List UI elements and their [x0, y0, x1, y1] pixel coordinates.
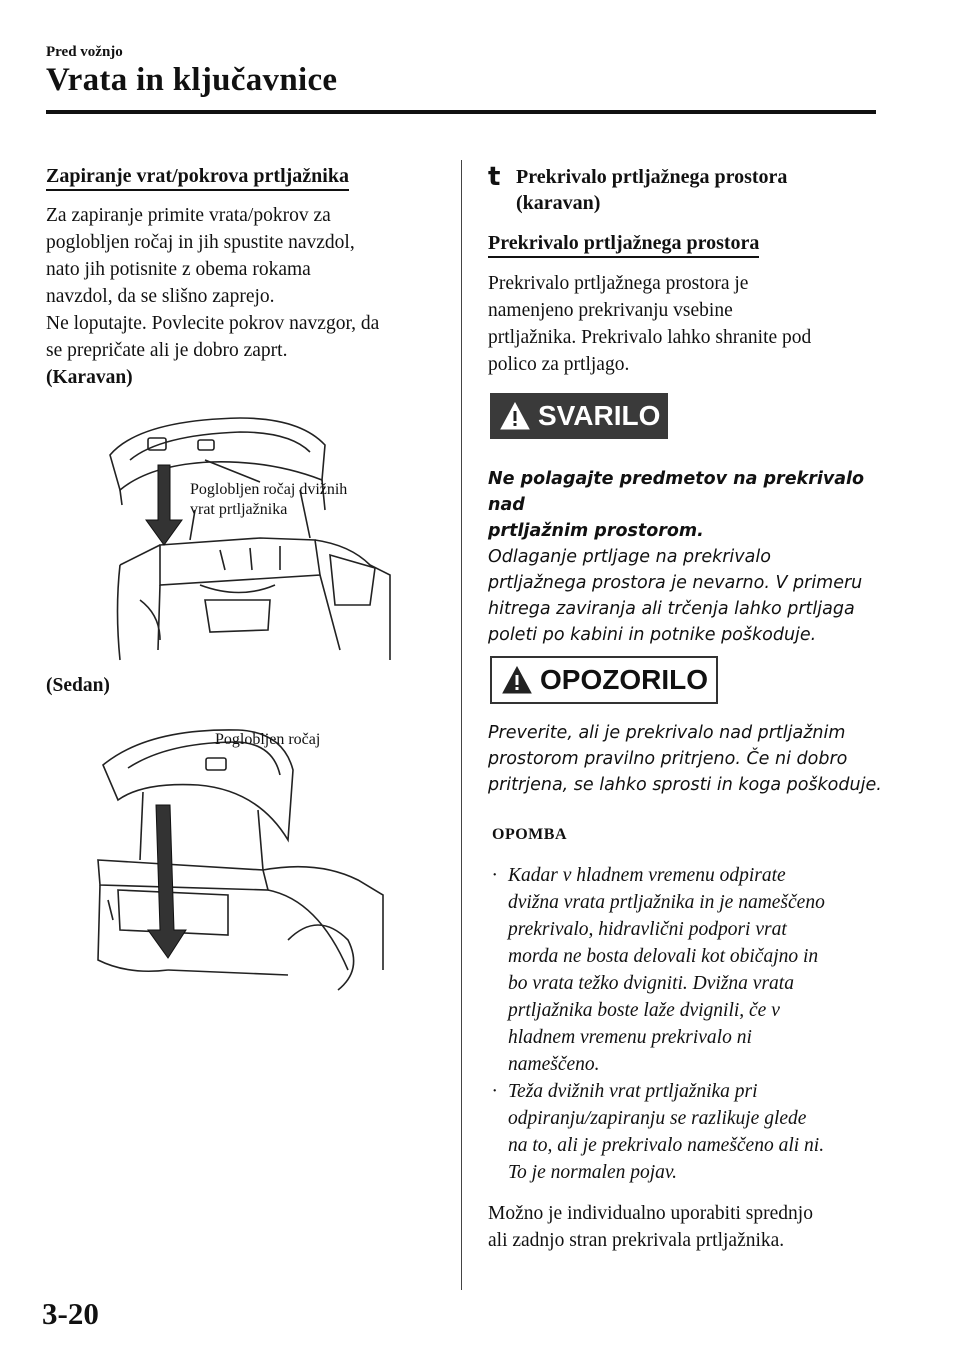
sedan-callout: Poglobljen ročaj	[215, 731, 321, 748]
warning-line: hitrega zaviranja ali trčenja lahko prtljaga	[488, 599, 855, 619]
note-line: na to, ali je prekrivalo nameščeno ali ni.	[508, 1135, 825, 1156]
note-item	[492, 1078, 892, 1186]
caution-line: Preverite, ali je prekrivalo nad prtljažnim	[488, 723, 846, 743]
note-line: To je normalen pojav.	[508, 1162, 677, 1183]
warning-triangle-icon	[500, 402, 530, 430]
warning-badge	[490, 393, 668, 439]
closing-line: nato jih potisnite z obema rokama	[46, 259, 311, 280]
cover-paragraph	[488, 270, 888, 378]
cover-line: Prekrivalo prtljažnega prostora je	[488, 273, 749, 294]
section-label: Pred vožnjo	[46, 44, 123, 60]
closing-line: Ne loputajte. Povlecite pokrov navzgor, da	[46, 313, 380, 334]
closing-line: Za zapiranje primite vrata/pokrov za	[46, 205, 331, 226]
warning-label: SVARILO	[538, 400, 661, 431]
caution-label: OPOZORILO	[540, 664, 708, 695]
closing-paragraph-right	[488, 1200, 888, 1254]
caution-text	[488, 720, 888, 798]
column-divider	[461, 160, 462, 1290]
closing-line: navzdol, da se slišno zaprejo.	[46, 286, 275, 307]
caution-badge	[490, 656, 718, 704]
note-line: dvižna vrata prtljažnika in je nameščeno	[508, 892, 825, 913]
cover-line: namenjeno prekrivanju vsebine	[488, 300, 733, 321]
closing-line: se prepričate ali je dobro zaprt.	[46, 340, 288, 361]
karavan-illustration	[100, 400, 400, 665]
karavan-drawing	[100, 400, 400, 665]
note-line: nameščeno.	[508, 1054, 600, 1075]
note-item	[492, 862, 892, 1078]
note-line: Teža dvižnih vrat prtljažnika pri	[508, 1081, 758, 1102]
sedan-illustration	[88, 720, 388, 1010]
note-line: hladnem vremenu prekrivalo ni	[508, 1027, 752, 1048]
note-line: morda ne bosta delovali kot običajno in	[508, 946, 819, 967]
sedan-drawing	[88, 720, 388, 1010]
closing-right-line: ali zadnjo stran prekrivala prtljažnika.	[488, 1230, 785, 1251]
title-rule	[46, 110, 876, 114]
closing-right-line: Možno je individualno uporabiti sprednjo	[488, 1203, 813, 1224]
caution-triangle-icon	[502, 666, 532, 694]
karavan-callout-line: Poglobljen ročaj dvižnih	[190, 481, 348, 498]
cover-heading-line: Prekrivalo prtljažnega prostora	[516, 166, 788, 188]
note-line: prtljažnika boste laže dvignili, če v	[508, 1000, 780, 1021]
page-number: 3-20	[42, 1296, 99, 1331]
karavan-callout	[190, 480, 347, 520]
note-line: prekrivalo, hidravlični podpori vrat	[508, 919, 787, 940]
note-label: OPOMBA	[492, 826, 567, 843]
note-bullet-icon: ·	[492, 865, 497, 886]
sedan-label: (Sedan)	[46, 675, 110, 696]
cover-line: prtljažnika. Prekrivalo lahko shranite pod	[488, 327, 812, 348]
karavan-callout-line: vrat prtljažnika	[190, 501, 288, 518]
cover-heading-line: (karavan)	[516, 192, 601, 214]
closing-heading: Zapiranje vrat/pokrova prtljažnika	[46, 165, 349, 191]
note-list	[492, 862, 892, 1186]
caution-line: pritrjena, se lahko sprosti in koga poškoduje.	[488, 775, 882, 795]
warning-bold-line: Ne polagajte predmetov na prekrivalo nad	[488, 469, 865, 515]
cover-heading: Prekrivalo prtljažnega prostora	[488, 232, 759, 258]
warning-line: poleti po kabini in potnike poškoduje.	[488, 625, 817, 645]
caution-line: prostorom pravilno pritrjeno. Če ni dobro	[488, 749, 848, 769]
closing-paragraph	[46, 202, 446, 391]
cover-section-heading	[488, 164, 888, 216]
karavan-label: (Karavan)	[46, 367, 133, 388]
note-line: odpiranju/zapiranju se razlikuje glede	[508, 1108, 807, 1129]
note-bullet-icon: ·	[492, 1081, 497, 1102]
warning-line: prtljažnega prostora je nevarno. V primeru	[488, 573, 863, 593]
warning-text	[488, 466, 888, 648]
closing-line: poglobljen ročaj in jih spustite navzdol,	[46, 232, 355, 253]
note-line: Kadar v hladnem vremenu odpirate	[508, 865, 786, 886]
cover-line: polico za prtljago.	[488, 354, 630, 375]
page-title: Vrata in ključavnice	[46, 62, 338, 98]
warning-line: Odlaganje prtljage na prekrivalo	[488, 547, 771, 567]
note-line: bo vrata težko dvigniti. Dvižna vrata	[508, 973, 794, 994]
section-bullet-icon: t	[488, 162, 501, 192]
warning-bold-line: prtljažnim prostorom.	[488, 521, 704, 541]
